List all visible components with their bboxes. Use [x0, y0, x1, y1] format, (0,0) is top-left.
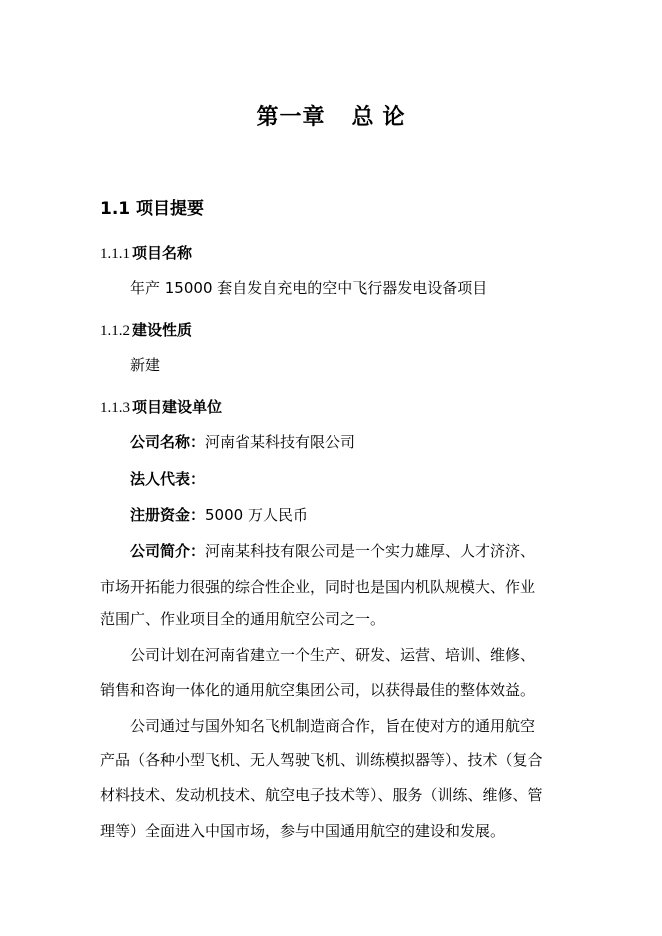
- subsection-title: 建设性质: [132, 321, 193, 339]
- legal-representative-label: 法人代表：: [130, 470, 206, 488]
- section-heading: 1.1 项目提要: [100, 199, 205, 219]
- company-intro-line: [130, 540, 535, 561]
- project-name-text: 年产 15000 套自发自充电的空中飞行器发电设备项目: [130, 279, 488, 297]
- paragraph-cooperation: 材料技术、发动机技术、航空电子技术等）、服务（训练、维修、管: [100, 786, 543, 804]
- company-name-line: [130, 431, 355, 452]
- paragraph-cooperation: 产品（各种小型飞机、无人驾驶飞机、训练模拟器等）、技术（复合: [100, 751, 543, 769]
- subsection-number: 1.1.3: [100, 400, 130, 416]
- chapter-number: 第一章: [256, 104, 326, 130]
- paragraph-cooperation: 理等）全面进入中国市场，参与中国通用航空的建设和发展。: [100, 822, 506, 840]
- chapter-word-2: 论: [382, 104, 406, 130]
- company-intro-text: 河南某科技有限公司是一个实力雄厚、人才济济、: [205, 542, 536, 560]
- subsection-heading-construction-nature: [100, 319, 192, 340]
- registered-capital-label: 注册资金：: [130, 506, 206, 524]
- paragraph-cooperation: 公司通过与国外知名飞机制造商合作，旨在使对方的通用航空: [130, 717, 536, 735]
- company-intro-text: 市场开拓能力很强的综合性企业，同时也是国内机队规模大、作业: [100, 578, 536, 596]
- paragraph-plan: 公司计划在河南省建立一个生产、研发、运营、培训、维修、: [130, 646, 536, 664]
- subsection-heading-construction-unit: [100, 396, 222, 417]
- legal-representative-line: [130, 468, 205, 489]
- company-intro-label: 公司简介：: [130, 542, 206, 560]
- construction-nature-text: 新建: [130, 356, 161, 374]
- subsection-heading-project-name: [100, 242, 192, 263]
- registered-capital-line: [130, 504, 308, 525]
- subsection-title: 项目名称: [132, 244, 193, 262]
- company-intro-text: 范围广、作业项目全的通用航空公司之一。: [100, 610, 386, 628]
- chapter-word-1: 总: [351, 104, 375, 130]
- chapter-title: [0, 100, 662, 131]
- subsection-number: 1.1.2: [100, 323, 130, 339]
- paragraph-plan: 销售和咨询一体化的通用航空集团公司，以获得最佳的整体效益。: [100, 681, 536, 699]
- subsection-number: 1.1.1: [100, 246, 130, 262]
- registered-capital-value: 5000 万人民币: [205, 506, 308, 524]
- subsection-title: 项目建设单位: [132, 398, 223, 416]
- company-name-label: 公司名称：: [130, 433, 206, 451]
- company-name-value: 河南省某科技有限公司: [205, 433, 356, 451]
